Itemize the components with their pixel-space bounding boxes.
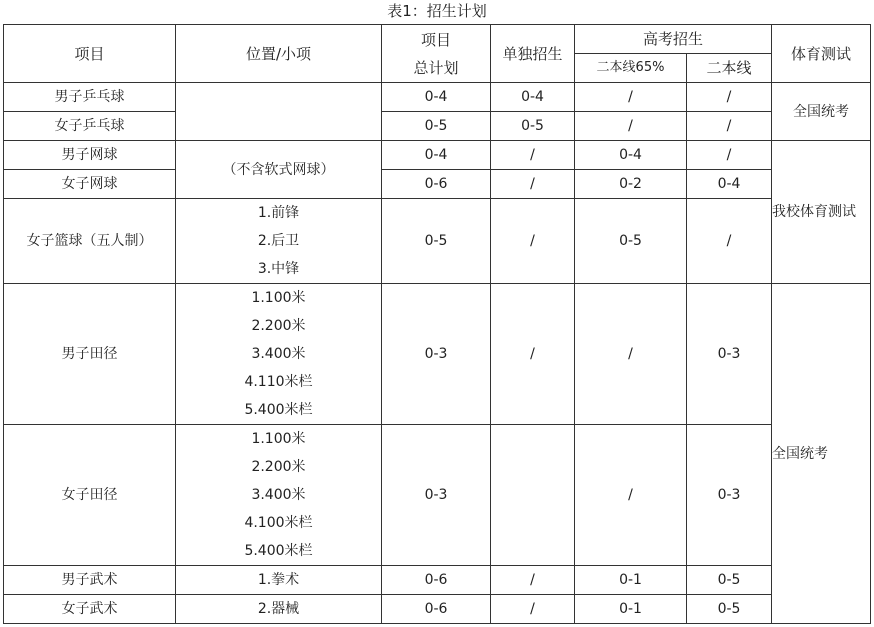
row-line: / — [687, 199, 772, 284]
row-line: 0-3 — [687, 425, 772, 566]
row-independent: / — [491, 170, 575, 199]
row-line: 0-4 — [687, 170, 772, 199]
position-item: 5.400米栏 — [244, 543, 313, 559]
position-item: 4.110米栏 — [244, 374, 313, 390]
header-total-line1: 项目 — [420, 30, 451, 49]
position-item: 3.中锋 — [257, 261, 300, 277]
row-independent: / — [491, 595, 575, 624]
table-row — [4, 425, 871, 566]
row-total: 0-5 — [382, 199, 491, 284]
enrollment-plan-table — [3, 24, 871, 624]
row-item: 男子武术 — [4, 566, 176, 595]
row-position-empty — [176, 83, 382, 141]
header-line: 二本线 — [687, 54, 772, 83]
table-row — [4, 170, 871, 199]
row-line: / — [687, 141, 772, 170]
row-item: 女子乒乓球 — [4, 112, 176, 141]
row-total: 0-3 — [382, 425, 491, 566]
row-item: 男子乒乓球 — [4, 83, 176, 112]
row-independent: / — [491, 566, 575, 595]
row-line65: 0-1 — [575, 566, 687, 595]
row-item: 女子武术 — [4, 595, 176, 624]
row-line65: / — [575, 425, 687, 566]
row-positions — [176, 199, 382, 284]
row-line: / — [687, 83, 772, 112]
row-total: 0-4 — [382, 141, 491, 170]
table-row — [4, 199, 871, 284]
row-independent: / — [491, 199, 575, 284]
row-line: 0-3 — [687, 284, 772, 425]
position-item: 2.后卫 — [257, 233, 300, 249]
position-item: 2.200米 — [251, 459, 306, 475]
position-item: 3.400米 — [251, 487, 306, 503]
row-independent: / — [491, 141, 575, 170]
row-line65: 0-2 — [575, 170, 687, 199]
row-independent: 0-4 — [491, 83, 575, 112]
row-line65: 0-1 — [575, 595, 687, 624]
table-row — [4, 566, 871, 595]
row-position: （不含软式网球） — [176, 141, 382, 199]
header-total — [382, 25, 491, 83]
row-item: 男子网球 — [4, 141, 176, 170]
position-item: 5.400米栏 — [244, 402, 313, 418]
row-line65: / — [575, 284, 687, 425]
header-independent: 单独招生 — [491, 25, 575, 83]
row-total: 0-4 — [382, 83, 491, 112]
table-row — [4, 595, 871, 624]
row-item: 女子篮球（五人制） — [4, 199, 176, 284]
position-item: 1.100米 — [251, 431, 306, 447]
row-independent: 0-5 — [491, 112, 575, 141]
row-independent: / — [491, 284, 575, 425]
table-caption: 表1：招生计划 — [387, 2, 487, 20]
table-row — [4, 284, 871, 425]
row-independent — [491, 425, 575, 566]
row-total: 0-6 — [382, 566, 491, 595]
row-line: 0-5 — [687, 566, 772, 595]
position-item: 3.400米 — [251, 346, 306, 362]
row-position: 1.拳术 — [176, 566, 382, 595]
header-row-1 — [4, 25, 871, 54]
header-line65: 二本线65% — [575, 54, 687, 83]
position-item: 4.100米栏 — [244, 515, 313, 531]
position-item: 2.200米 — [251, 318, 306, 334]
row-positions — [176, 284, 382, 425]
row-line65: 0-4 — [575, 141, 687, 170]
position-item: 1.前锋 — [257, 205, 300, 221]
pe-test-national-1: 全国统考 — [772, 83, 871, 141]
row-total: 0-3 — [382, 284, 491, 425]
header-gaokao: 高考招生 — [575, 25, 772, 54]
row-line65: / — [575, 83, 687, 112]
header-total-line2: 总计划 — [413, 58, 459, 77]
header-pe-test: 体育测试 — [772, 25, 871, 83]
table-row — [4, 112, 871, 141]
header-position: 位置/小项 — [176, 25, 382, 83]
row-total: 0-5 — [382, 112, 491, 141]
row-line65: / — [575, 112, 687, 141]
row-item: 男子田径 — [4, 284, 176, 425]
row-line: 0-5 — [687, 595, 772, 624]
row-total: 0-6 — [382, 170, 491, 199]
table-row — [4, 141, 871, 170]
pe-test-school: 我校体育测试 — [772, 141, 871, 284]
header-item: 项目 — [4, 25, 176, 83]
row-item: 女子网球 — [4, 170, 176, 199]
row-total: 0-6 — [382, 595, 491, 624]
row-position: 2.器械 — [176, 595, 382, 624]
row-item: 女子田径 — [4, 425, 176, 566]
pe-test-national-2: 全国统考 — [772, 284, 871, 624]
row-positions — [176, 425, 382, 566]
row-line65: 0-5 — [575, 199, 687, 284]
table-row — [4, 83, 871, 112]
row-line: / — [687, 112, 772, 141]
position-item: 1.100米 — [251, 290, 306, 306]
